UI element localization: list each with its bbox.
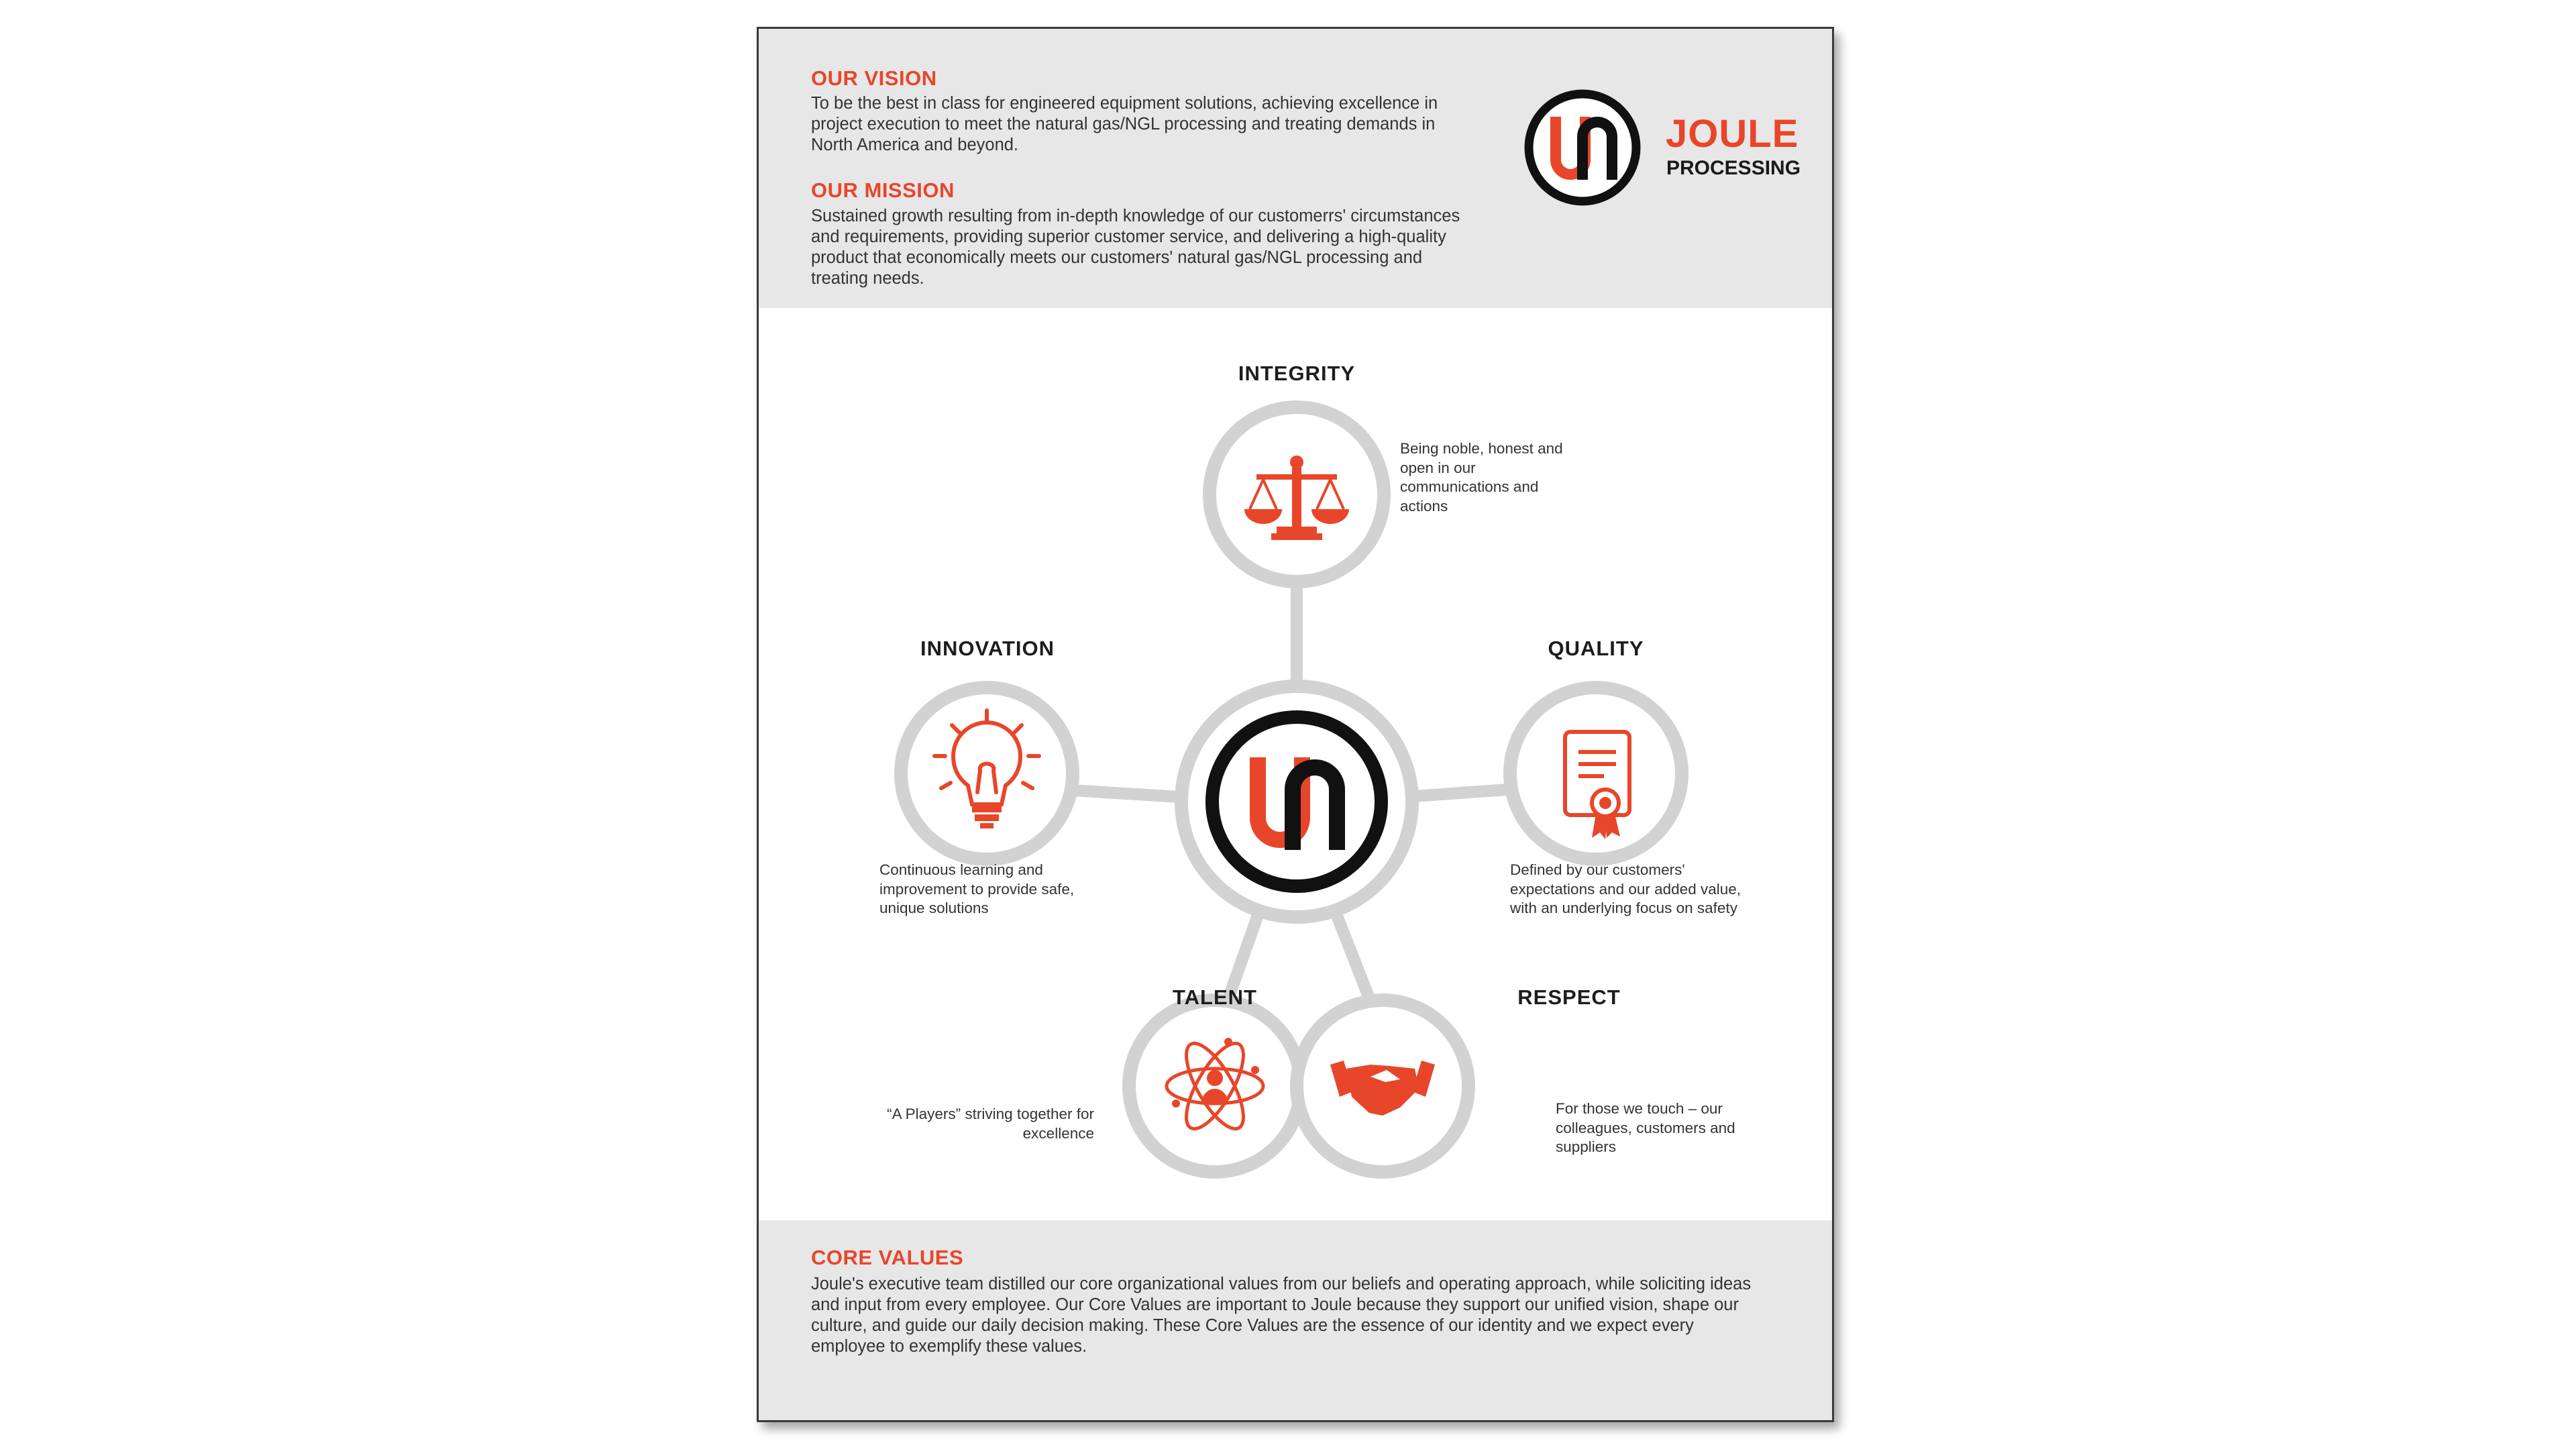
core-values-band [759,1220,1832,1420]
core-values-diagram [759,308,1832,1220]
innovation-node [901,688,1073,859]
mission-heading: OUR MISSION [811,178,955,202]
logo-subtitle: PROCESSING [1666,157,1801,179]
quality-node [1510,688,1682,859]
joule-mark-icon [1523,86,1651,210]
integrity-title: INTEGRITY [1238,362,1356,385]
innovation-description: Continuous learning and improvement to provide safe, unique solutions [879,861,1075,916]
respect-description: For those we touch – our colleagues, customers and suppliers [1556,1100,1735,1155]
core-values-text: Joule's executive team distilled our core organizational values from our beliefs and operating approach, while soliciting ideas and input from every employee. Our Core Values are important to Joule because they support our unified vision, shape our culture, and guide our daily decision making. These Core Values are the essence of our identity and we expect every employee to exemplify these values. [811,1275,1752,1356]
one-pager-page [757,27,1834,1422]
logo-name: JOULE [1666,112,1799,156]
vision-heading: OUR VISION [811,66,937,90]
talent-title: TALENT [1173,985,1257,1009]
respect-node [1297,1000,1468,1172]
integrity-node [1210,407,1384,582]
talent-description: “A Players” striving together for excellence [887,1106,1094,1142]
integrity-description: Being noble, honest and open in our communications and actions [1400,440,1563,515]
talent-node [1129,1000,1301,1172]
joule-logo [1523,86,1805,210]
core-values-heading: CORE VALUES [811,1246,964,1269]
innovation-title: INNOVATION [920,637,1055,660]
quality-title: QUALITY [1548,637,1644,660]
vision-text: To be the best in class for engineered equipment solutions, achieving excellence in project execution to meet the natural gas/NGL processing and treating demands in North America and beyond. [811,94,1438,154]
vision-mission-band [759,29,1832,308]
center-logo-node [1181,686,1412,917]
quality-description: Defined by our customers' expectations and our added value, with an underlying focus on safety [1510,861,1741,916]
respect-title: RESPECT [1517,985,1621,1009]
mission-text: Sustained growth resulting from in-depth knowledge of our customerrs' circumstances and requirements, providing superior customer service, and delivering a high-quality product that economically meets our customers' natural gas/NGL processing and treating needs. [811,207,1460,288]
